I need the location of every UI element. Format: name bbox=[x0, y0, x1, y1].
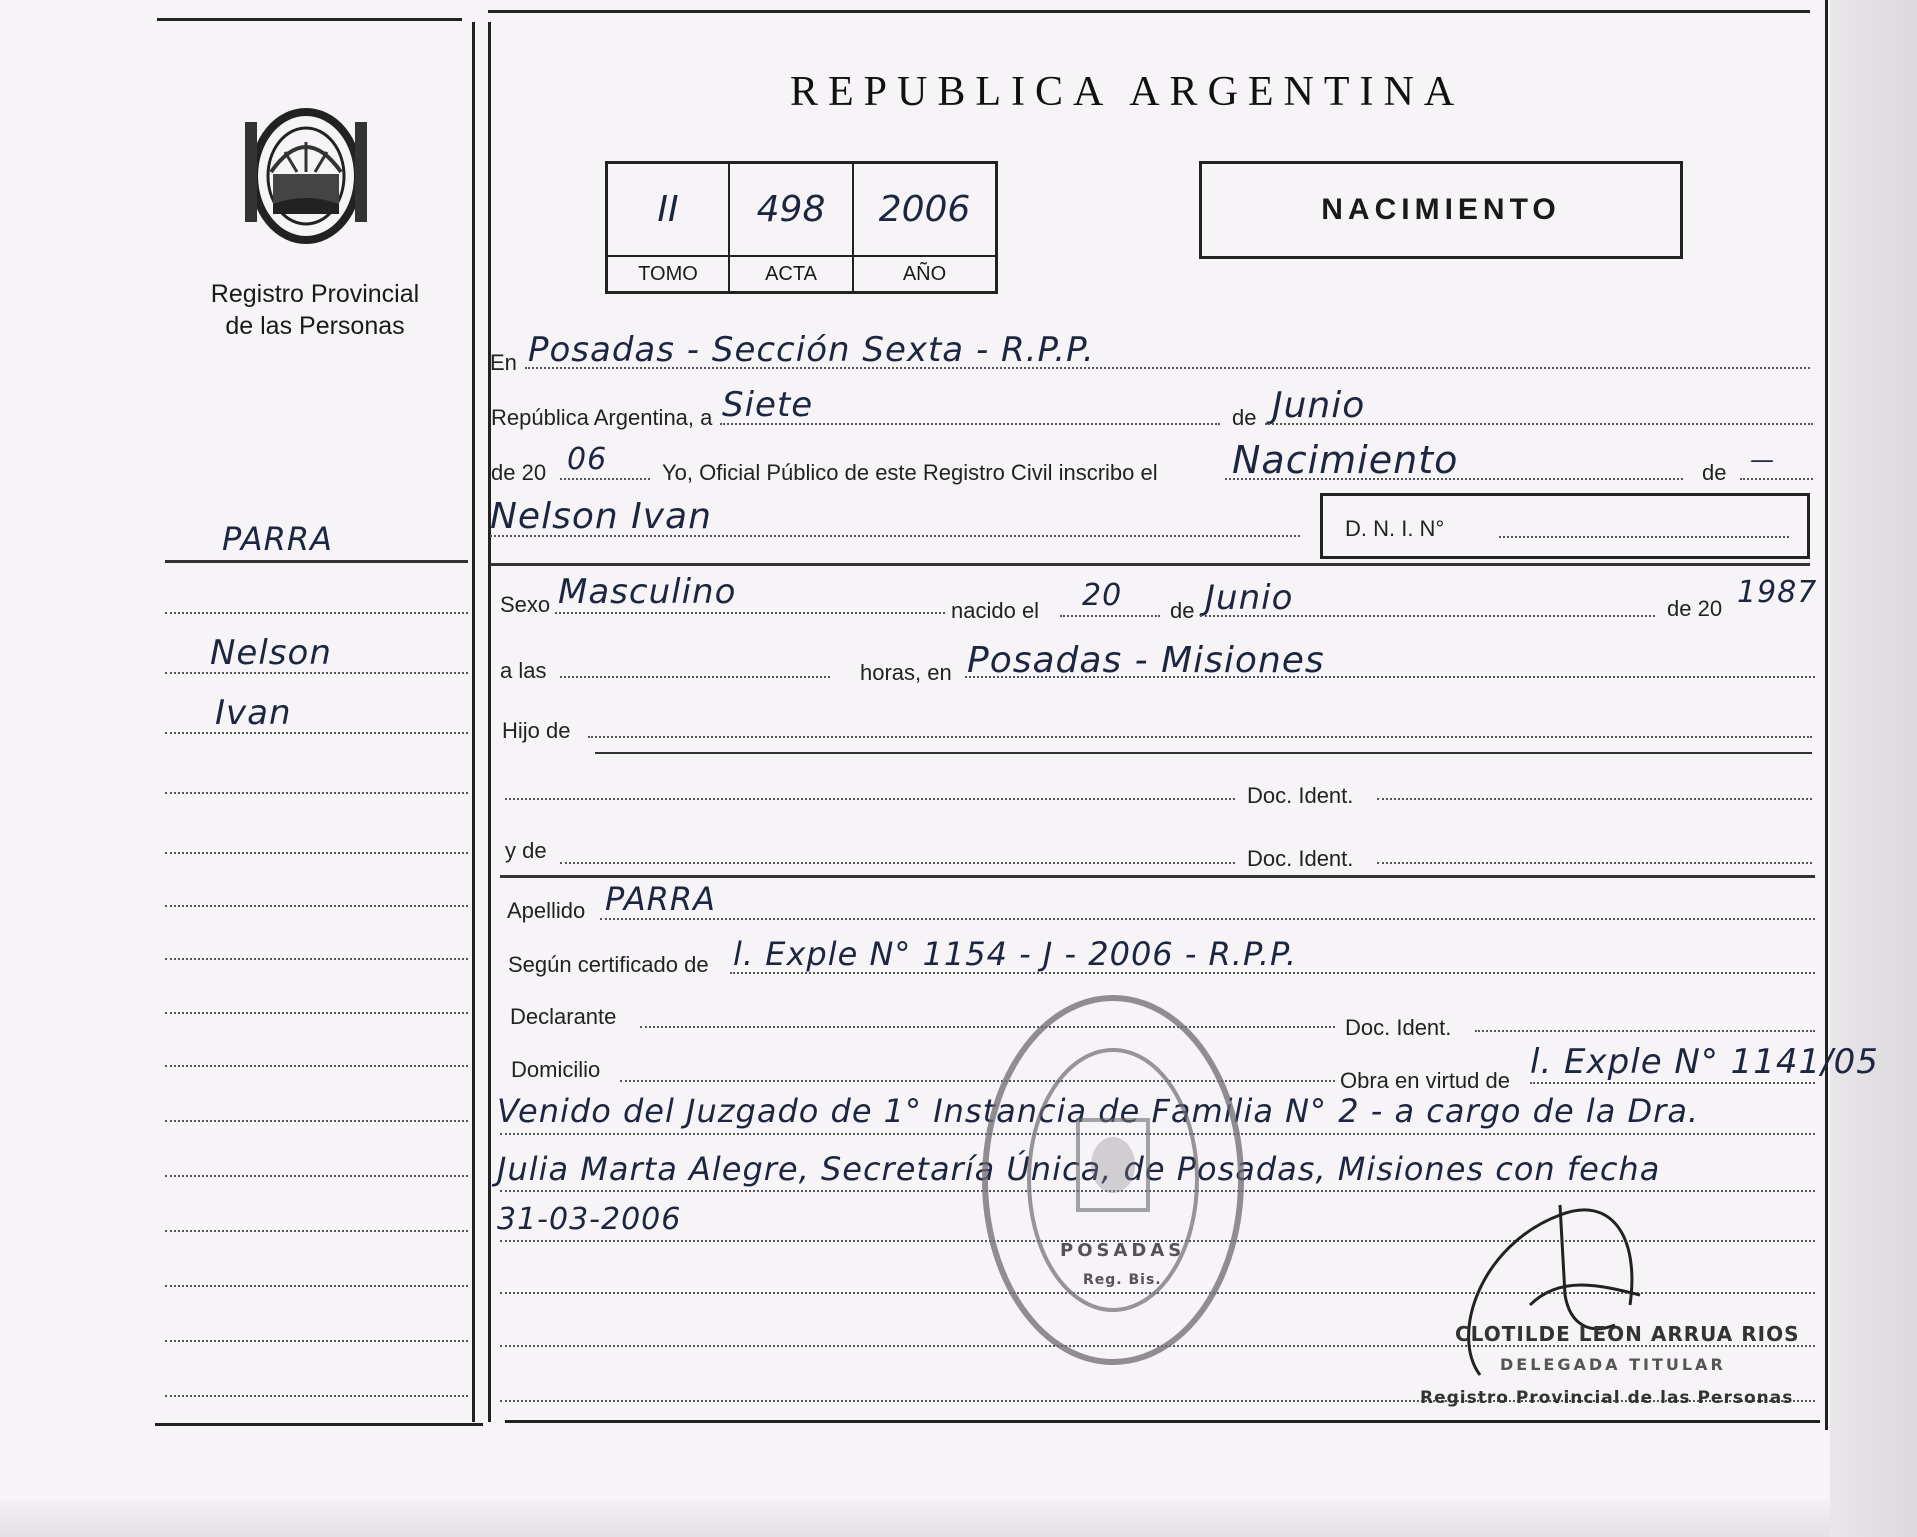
label-nacido-el: nacido el bbox=[951, 598, 1040, 623]
left-column-divider bbox=[472, 22, 475, 1422]
entry-ano-suffix: 06 bbox=[567, 442, 608, 477]
ano-value: 2006 bbox=[878, 189, 971, 230]
right-border bbox=[1825, 0, 1828, 1430]
margin-line bbox=[165, 732, 468, 734]
label-yo-oficial: Yo, Oficial Público de este Registro Civil inscribo el bbox=[662, 460, 1158, 485]
ano-cell bbox=[854, 164, 995, 255]
label-doc-ident-2: Doc. Ident. bbox=[1247, 846, 1354, 871]
nacido-dia-line bbox=[1060, 615, 1160, 617]
de-value-line bbox=[1740, 478, 1813, 480]
sexo-line bbox=[555, 612, 945, 614]
signatory-title: DELEGADA TITULAR bbox=[1500, 1355, 1726, 1374]
margin-name-2: Ivan bbox=[215, 693, 292, 733]
margin-line bbox=[165, 905, 468, 907]
acta-value: 498 bbox=[756, 189, 826, 230]
label-y-de: y de bbox=[505, 838, 547, 863]
label-declarante: Declarante bbox=[510, 1004, 617, 1029]
entry-apellido: PARRA bbox=[605, 880, 716, 918]
y-de-line bbox=[560, 862, 1235, 864]
provincial-seal bbox=[245, 102, 367, 250]
label-doc-ident: Doc. Ident. bbox=[1247, 783, 1354, 808]
label-en: En bbox=[490, 350, 517, 375]
padre-line bbox=[505, 798, 1235, 800]
label-de-3: de bbox=[1170, 598, 1195, 623]
section-rule bbox=[490, 563, 1810, 566]
entry-lugar-nacimiento: Posadas - Misiones bbox=[967, 640, 1325, 681]
acto-line bbox=[1225, 478, 1683, 480]
tomo-label: TOMO bbox=[608, 255, 730, 291]
label-horas-en: horas, en bbox=[860, 660, 952, 685]
margin-line bbox=[165, 672, 468, 674]
label-a-las: a las bbox=[500, 658, 547, 683]
top-rule-right bbox=[488, 10, 1810, 13]
acta-label: ACTA bbox=[730, 255, 854, 291]
margin-surname: PARRA bbox=[222, 520, 333, 558]
record-type: NACIMIENTO bbox=[1321, 193, 1561, 226]
nota-line-1: Venido del Juzgado de 1° Instancia de Familia N° 2 - a cargo de la Dra. bbox=[497, 1092, 1700, 1130]
entry-obra-en-virtud: l. Exple N° 1141/05 bbox=[1530, 1042, 1879, 1082]
entry-certificado: l. Exple N° 1154 - J - 2006 - R.P.P. bbox=[733, 935, 1298, 973]
page-bottom-shadow bbox=[0, 1500, 1830, 1537]
stamp-sub-text: Reg. Bis. bbox=[1083, 1272, 1162, 1288]
organization-line-1: Registro Provincial bbox=[210, 280, 420, 308]
nota-line-3: 31-03-2006 bbox=[497, 1202, 682, 1237]
margin-line bbox=[165, 1340, 468, 1342]
signatory-name: CLOTILDE LEON ARRUA RIOS bbox=[1455, 1322, 1800, 1346]
entry-nacido-mes: Junio bbox=[1205, 578, 1294, 618]
page-edge bbox=[1830, 0, 1917, 1537]
ano-label: AÑO bbox=[854, 255, 995, 291]
label-sexo: Sexo bbox=[500, 592, 551, 617]
margin-line bbox=[165, 1395, 468, 1397]
entry-nacido-ano: 1987 bbox=[1737, 575, 1818, 610]
entry-dia: Siete bbox=[722, 385, 814, 425]
declarante-doc-line bbox=[1475, 1030, 1815, 1032]
label-de-20: de 20 bbox=[491, 460, 547, 485]
obra-line bbox=[1530, 1082, 1815, 1084]
entry-mes: Junio bbox=[1272, 385, 1366, 426]
label-doc-ident-3: Doc. Ident. bbox=[1345, 1015, 1452, 1040]
tomo-value: II bbox=[657, 189, 679, 230]
label-de: de bbox=[1232, 405, 1257, 430]
tomo-cell bbox=[608, 164, 730, 255]
ano-line bbox=[560, 478, 650, 480]
label-dni: D. N. I. N° bbox=[1345, 516, 1445, 541]
registry-table bbox=[605, 161, 998, 294]
a-las-line bbox=[560, 676, 830, 678]
madre-rule bbox=[500, 875, 1815, 878]
entry-acto: Nacimiento bbox=[1232, 438, 1459, 482]
margin-line bbox=[165, 1230, 468, 1232]
country-title: REPUBLICA ARGENTINA bbox=[790, 69, 1465, 115]
entry-lugar: Posadas - Sección Sexta - R.P.P. bbox=[528, 330, 1095, 370]
entry-sexo: Masculino bbox=[558, 572, 737, 612]
organization-name bbox=[170, 278, 460, 342]
margin-line bbox=[165, 1012, 468, 1014]
margin-line bbox=[165, 852, 468, 854]
padre-doc-line bbox=[1377, 798, 1812, 800]
hijo-de-line bbox=[588, 736, 1812, 738]
label-obra-en-virtud: Obra en virtud de bbox=[1340, 1068, 1510, 1093]
hijo-de-rule bbox=[595, 752, 1812, 754]
bottom-rule-right bbox=[505, 1420, 1820, 1423]
label-hijo-de: Hijo de bbox=[502, 718, 571, 743]
madre-doc-line bbox=[1377, 862, 1812, 864]
margin-surname-line bbox=[165, 560, 468, 563]
official-stamp bbox=[978, 990, 1248, 1370]
entry-nombre: Nelson Ivan bbox=[490, 496, 712, 537]
record-type-box bbox=[1199, 161, 1683, 259]
label-segun-certificado: Según certificado de bbox=[508, 952, 709, 977]
entry-nacido-dia: 20 bbox=[1082, 578, 1123, 613]
top-rule-left bbox=[157, 18, 462, 21]
dni-line bbox=[1499, 536, 1789, 538]
signatory-org: Registro Provincial de las Personas bbox=[1420, 1388, 1794, 1408]
nacido-mes-line bbox=[1200, 615, 1655, 617]
entry-de-value: — bbox=[1750, 446, 1775, 474]
margin-line bbox=[165, 1120, 468, 1122]
stamp-center-text: POSADAS bbox=[1060, 1240, 1186, 1261]
label-apellido: Apellido bbox=[507, 898, 586, 923]
margin-line bbox=[165, 1285, 468, 1287]
mes-line bbox=[1265, 423, 1813, 425]
label-domicilio: Domicilio bbox=[511, 1057, 601, 1082]
margin-line bbox=[165, 1065, 468, 1067]
margin-line bbox=[165, 792, 468, 794]
label-republica: República Argentina, a bbox=[491, 405, 713, 430]
en-line bbox=[525, 367, 1810, 369]
main-column-divider bbox=[488, 22, 491, 1422]
acta-cell bbox=[730, 164, 854, 255]
margin-name-1: Nelson bbox=[210, 633, 332, 673]
dia-line bbox=[720, 423, 1220, 425]
certificado-line bbox=[730, 972, 1815, 974]
label-de-20-b: de 20 bbox=[1667, 596, 1723, 621]
margin-line bbox=[165, 958, 468, 960]
apellido-line bbox=[600, 918, 1815, 920]
nombre-line bbox=[490, 535, 1300, 537]
nota-line-2: Julia Marta Alegre, Secretaría Única, de Posadas, Misiones con fecha bbox=[497, 1150, 1661, 1188]
bottom-rule-left bbox=[155, 1423, 483, 1426]
horas-en-line bbox=[965, 676, 1815, 678]
dni-box bbox=[1320, 493, 1810, 559]
organization-line-2: de las Personas bbox=[225, 312, 405, 340]
margin-line bbox=[165, 612, 468, 614]
label-de-2: de bbox=[1702, 460, 1727, 485]
margin-line bbox=[165, 1175, 468, 1177]
